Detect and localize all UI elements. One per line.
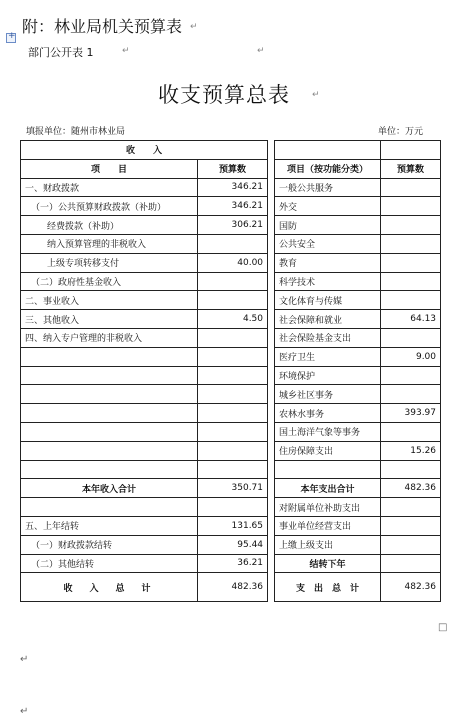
table-row [21, 366, 441, 385]
column-gap [268, 385, 275, 404]
table-row [21, 291, 441, 310]
column-gap [268, 441, 275, 460]
expense-item-label: 城乡社区事务 [275, 385, 381, 404]
year-income-total-value: 350.71 [198, 479, 268, 498]
expense-item-value [381, 234, 441, 253]
income-item-value: 306.21 [198, 216, 268, 235]
expense-item-label: 住房保障支出 [275, 441, 381, 460]
income-item-label: 二、事业收入 [21, 291, 198, 310]
other-carry-label: （二）其他结转 [21, 554, 198, 573]
income-section-header: 收 入 [21, 141, 268, 160]
paragraph-mark-icon: ↵ [312, 90, 320, 100]
income-item-value: 40.00 [198, 253, 268, 272]
income-item-label: （二）政府性基金收入 [21, 272, 198, 291]
income-item-value [198, 385, 268, 404]
column-gap [268, 234, 275, 253]
table-row [21, 422, 441, 441]
year-expense-total-label: 本年支出合计 [275, 479, 381, 498]
expense-item-label: 国防 [275, 216, 381, 235]
income-item-label: 四、纳入专户管理的非税收入 [21, 328, 198, 347]
expense-item-value [381, 272, 441, 291]
expense-item-label: 文化体育与传媒 [275, 291, 381, 310]
column-gap [268, 291, 275, 310]
table-row [21, 197, 441, 216]
table-row [21, 385, 441, 404]
expense-item-value [381, 291, 441, 310]
paragraph-mark-icon: ↵ [257, 46, 265, 56]
expense-item-value: 9.00 [381, 347, 441, 366]
expense-item-label [275, 460, 381, 479]
column-header-function: 项目（按功能分类） [275, 159, 381, 178]
expense-item-value [381, 385, 441, 404]
table-row [21, 216, 441, 235]
column-gap [268, 460, 275, 479]
fiscal-carry-label: （一）财政拨款结转 [21, 535, 198, 554]
column-gap [268, 404, 275, 423]
next-year-carry-label: 结转下年 [275, 554, 381, 573]
column-gap [268, 328, 275, 347]
column-gap [268, 310, 275, 329]
expense-item-label: 医疗卫生 [275, 347, 381, 366]
column-gap [268, 347, 275, 366]
column-header-budget: 预算数 [381, 159, 441, 178]
column-gap [268, 253, 275, 272]
expense-item-value [381, 422, 441, 441]
business-expense-row: 事业单位经营支出 [275, 516, 381, 535]
table-row [21, 347, 441, 366]
subheading: 部门公开表 1 [28, 46, 94, 59]
income-item-value [198, 328, 268, 347]
table-resize-handle-icon[interactable]: □ [438, 622, 448, 633]
income-item-value [198, 234, 268, 253]
expense-item-value [381, 178, 441, 197]
table-row [21, 441, 441, 460]
expense-item-label: 公共安全 [275, 234, 381, 253]
budget-table [20, 140, 441, 602]
income-item-label: 经费拨款（补助） [21, 216, 198, 235]
subsidy-row: 对附属单位补助支出 [275, 498, 381, 517]
income-item-value [198, 441, 268, 460]
income-item-value [198, 404, 268, 423]
column-gap [268, 197, 275, 216]
reporting-unit: 填报单位：随州市林业局 [26, 127, 126, 137]
paragraph-mark-icon: ↵ [20, 654, 29, 665]
paragraph-mark-icon: ↵ [20, 706, 29, 717]
table-row [21, 234, 441, 253]
income-item-label: （一）公共预算财政拨款（补助） [21, 197, 198, 216]
table-move-handle-icon[interactable] [6, 33, 16, 43]
income-item-label [21, 441, 198, 460]
expense-item-value [381, 460, 441, 479]
income-item-label [21, 347, 198, 366]
paragraph-mark-icon: ↵ [190, 22, 198, 32]
grand-income-label: 收 入 总 计 [21, 573, 198, 602]
income-item-label [21, 460, 198, 479]
page-heading: 附：林业局机关预算表 [22, 17, 183, 36]
expense-item-value [381, 216, 441, 235]
column-gap [268, 366, 275, 385]
column-header-budget: 预算数 [198, 159, 268, 178]
fiscal-carry-value: 95.44 [198, 535, 268, 554]
grand-expense-label: 支 出 总 计 [275, 573, 381, 602]
expense-item-value [381, 328, 441, 347]
income-item-value [198, 291, 268, 310]
income-item-label: 上级专项转移支付 [21, 253, 198, 272]
expense-item-label: 社会保险基金支出 [275, 328, 381, 347]
column-header-item: 项 目 [21, 159, 198, 178]
column-gap [268, 422, 275, 441]
grand-income-value: 482.36 [198, 573, 268, 602]
expense-item-value [381, 253, 441, 272]
expense-item-label: 教育 [275, 253, 381, 272]
expense-item-value: 15.26 [381, 441, 441, 460]
paragraph-mark-icon: ↵ [122, 46, 130, 56]
column-gap [268, 272, 275, 291]
expense-item-label: 科学技术 [275, 272, 381, 291]
column-gap [268, 178, 275, 197]
income-item-value [198, 366, 268, 385]
expense-item-value: 64.13 [381, 310, 441, 329]
column-gap [268, 216, 275, 235]
other-carry-value: 36.21 [198, 554, 268, 573]
table-row [21, 253, 441, 272]
year-expense-total-value: 482.36 [381, 479, 441, 498]
grand-expense-value: 482.36 [381, 573, 441, 602]
expense-item-value [381, 366, 441, 385]
income-item-label: 一、财政拨款 [21, 178, 198, 197]
income-item-label: 三、其他收入 [21, 310, 198, 329]
income-item-value [198, 272, 268, 291]
income-item-value [198, 347, 268, 366]
expense-item-value: 393.97 [381, 404, 441, 423]
income-item-value: 346.21 [198, 197, 268, 216]
income-item-label: 纳入预算管理的非税收入 [21, 234, 198, 253]
income-item-label [21, 422, 198, 441]
income-item-value [198, 422, 268, 441]
page-title: 收支预算总表 [158, 83, 290, 107]
expense-item-label: 外交 [275, 197, 381, 216]
income-item-label [21, 385, 198, 404]
currency-unit: 单位：万元 [378, 127, 424, 137]
expense-item-label: 农林水事务 [275, 404, 381, 423]
expense-item-label: 一般公共服务 [275, 178, 381, 197]
carryover-value: 131.65 [198, 516, 268, 535]
upper-pay-row: 上缴上级支出 [275, 535, 381, 554]
carryover-label: 五、上年结转 [21, 516, 198, 535]
year-income-total-label: 本年收入合计 [21, 479, 198, 498]
table-row [21, 310, 441, 329]
income-item-label [21, 404, 198, 423]
expense-item-label: 社会保障和就业 [275, 310, 381, 329]
table-row [21, 178, 441, 197]
expense-item-value [381, 197, 441, 216]
income-item-label [21, 366, 198, 385]
income-item-value: 346.21 [198, 178, 268, 197]
table-row [21, 328, 441, 347]
income-item-value [198, 460, 268, 479]
table-row [21, 460, 441, 479]
table-row [21, 272, 441, 291]
income-item-value: 4.50 [198, 310, 268, 329]
expense-item-label: 环境保护 [275, 366, 381, 385]
expense-item-label: 国土海洋气象等事务 [275, 422, 381, 441]
table-row [21, 404, 441, 423]
